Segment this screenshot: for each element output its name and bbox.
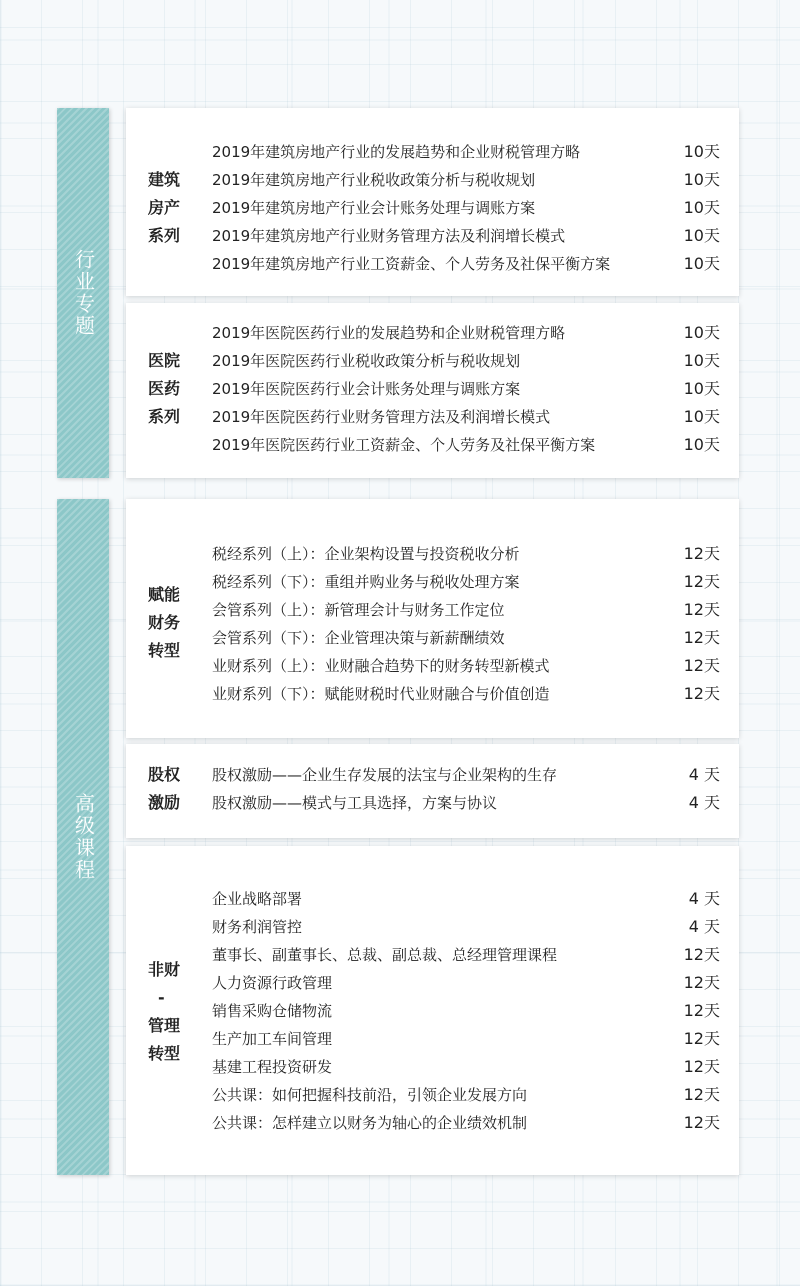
course-row xyxy=(212,624,720,652)
course-title: 董事长、副董事长、总裁、副总裁、总经理管理课程 xyxy=(212,946,558,964)
course-duration: 10天 xyxy=(683,323,720,342)
course-title: 2019年医院医药行业税收政策分析与税收规划 xyxy=(212,352,521,370)
course-row xyxy=(212,680,720,708)
course-duration: 10天 xyxy=(683,379,720,398)
series-label xyxy=(148,956,190,1068)
course-duration: 10天 xyxy=(683,435,720,454)
course-row xyxy=(212,138,720,166)
series-label xyxy=(148,581,190,665)
course-row xyxy=(212,540,720,568)
series-label-line: 激励 xyxy=(148,793,181,812)
course-row xyxy=(212,885,720,913)
course-title: 业财系列（下）：赋能财税时代业财融合与价值创造 xyxy=(212,685,550,703)
course-title: 会管系列（下）：企业管理决策与新薪酬绩效 xyxy=(212,629,505,647)
course-row xyxy=(212,941,720,969)
course-title: 公共课：怎样建立以财务为轴心的企业绩效机制 xyxy=(212,1114,528,1132)
course-duration: 12天 xyxy=(683,973,720,992)
series-label-line: 转型 xyxy=(148,641,181,660)
course-title: 税经系列（下）：重组并购业务与税收处理方案 xyxy=(212,573,520,591)
course-row xyxy=(212,194,720,222)
series-label-line: 财务 xyxy=(148,613,181,632)
course-duration: 4 天 xyxy=(688,765,720,784)
course-duration: 12天 xyxy=(683,1057,720,1076)
series-label-line: 房产 xyxy=(148,198,181,217)
course-duration: 10天 xyxy=(683,170,720,189)
series-label-line: 系列 xyxy=(148,407,181,426)
course-duration: 12天 xyxy=(683,572,720,591)
course-duration: 12天 xyxy=(683,1085,720,1104)
course-title: 税经系列（上）：企业架构设置与投资税收分析 xyxy=(212,545,520,563)
course-title: 2019年建筑房地产行业财务管理方法及利润增长模式 xyxy=(212,227,566,245)
course-title: 公共课：如何把握科技前沿，引领企业发展方向 xyxy=(212,1086,528,1104)
course-duration: 12天 xyxy=(683,1001,720,1020)
course-row xyxy=(212,1025,720,1053)
course-row xyxy=(212,166,720,194)
course-row xyxy=(212,1081,720,1109)
course-title: 2019年建筑房地产行业税收政策分析与税收规划 xyxy=(212,171,536,189)
course-row xyxy=(212,431,720,459)
course-title: 2019年医院医药行业工资薪金、个人劳务及社保平衡方案 xyxy=(212,436,596,454)
course-duration: 12天 xyxy=(683,600,720,619)
series-label xyxy=(148,347,190,431)
series-label-line: 股权 xyxy=(148,765,181,784)
course-row xyxy=(212,652,720,680)
course-duration: 12天 xyxy=(683,628,720,647)
course-title: 股权激励——模式与工具选择，方案与协议 xyxy=(212,794,498,812)
course-row xyxy=(212,347,720,375)
course-row xyxy=(212,1109,720,1137)
course-duration: 10天 xyxy=(683,226,720,245)
course-duration: 10天 xyxy=(683,142,720,161)
course-duration: 12天 xyxy=(683,945,720,964)
course-row xyxy=(212,568,720,596)
course-title: 销售采购仓储物流 xyxy=(212,1002,333,1020)
series-label-line: 转型 xyxy=(148,1044,181,1063)
course-row xyxy=(212,319,720,347)
course-row xyxy=(212,1053,720,1081)
course-title: 2019年建筑房地产行业的发展趋势和企业财税管理方略 xyxy=(212,143,581,161)
series-label-line: 建筑 xyxy=(148,170,181,189)
band-industry-topics xyxy=(57,108,109,478)
course-title: 生产加工车间管理 xyxy=(212,1030,333,1048)
course-title: 财务利润管控 xyxy=(212,918,303,936)
course-duration: 12天 xyxy=(683,1113,720,1132)
course-duration: 10天 xyxy=(683,254,720,273)
course-title: 2019年医院医药行业会计账务处理与调账方案 xyxy=(212,380,521,398)
course-row xyxy=(212,403,720,431)
course-row xyxy=(212,913,720,941)
band-label: 高级课程 xyxy=(71,793,96,881)
course-row xyxy=(212,250,720,278)
course-title: 基建工程投资研发 xyxy=(212,1058,333,1076)
series-label-line: 医院 xyxy=(148,351,181,370)
series-label xyxy=(148,761,190,817)
band-label: 行业专题 xyxy=(71,249,96,337)
course-title: 2019年医院医药行业财务管理方法及利润增长模式 xyxy=(212,408,551,426)
course-title: 企业战略部署 xyxy=(212,890,303,908)
series-label-line: 管理 xyxy=(148,1016,181,1035)
course-title: 人力资源行政管理 xyxy=(212,974,333,992)
course-row xyxy=(212,789,720,817)
course-row xyxy=(212,375,720,403)
course-duration: 10天 xyxy=(683,351,720,370)
series-label-line: 医药 xyxy=(148,379,181,398)
course-duration: 12天 xyxy=(683,544,720,563)
course-duration: 4 天 xyxy=(688,793,720,812)
course-row xyxy=(212,969,720,997)
series-label-line: 非财 xyxy=(148,960,181,979)
course-title: 2019年医院医药行业的发展趋势和企业财税管理方略 xyxy=(212,324,566,342)
course-row xyxy=(212,222,720,250)
course-duration: 10天 xyxy=(683,198,720,217)
series-label-line: 赋能 xyxy=(148,585,181,604)
course-duration: 12天 xyxy=(683,656,720,675)
course-title: 2019年建筑房地产行业会计账务处理与调账方案 xyxy=(212,199,536,217)
course-title: 股权激励——企业生存发展的法宝与企业架构的生存 xyxy=(212,766,558,784)
series-label-line: 系列 xyxy=(148,226,181,245)
course-title: 会管系列（上）：新管理会计与财务工作定位 xyxy=(212,601,505,619)
course-duration: 4 天 xyxy=(688,889,720,908)
course-title: 2019年建筑房地产行业工资薪金、个人劳务及社保平衡方案 xyxy=(212,255,611,273)
series-label xyxy=(148,166,190,250)
course-duration: 12天 xyxy=(683,1029,720,1048)
course-duration: 12天 xyxy=(683,684,720,703)
course-row xyxy=(212,761,720,789)
course-row xyxy=(212,997,720,1025)
band-advanced-courses xyxy=(57,499,109,1175)
course-duration: 4 天 xyxy=(688,917,720,936)
series-label-line: - xyxy=(158,988,165,1007)
course-duration: 10天 xyxy=(683,407,720,426)
course-row xyxy=(212,596,720,624)
course-title: 业财系列（上）：业财融合趋势下的财务转型新模式 xyxy=(212,657,550,675)
